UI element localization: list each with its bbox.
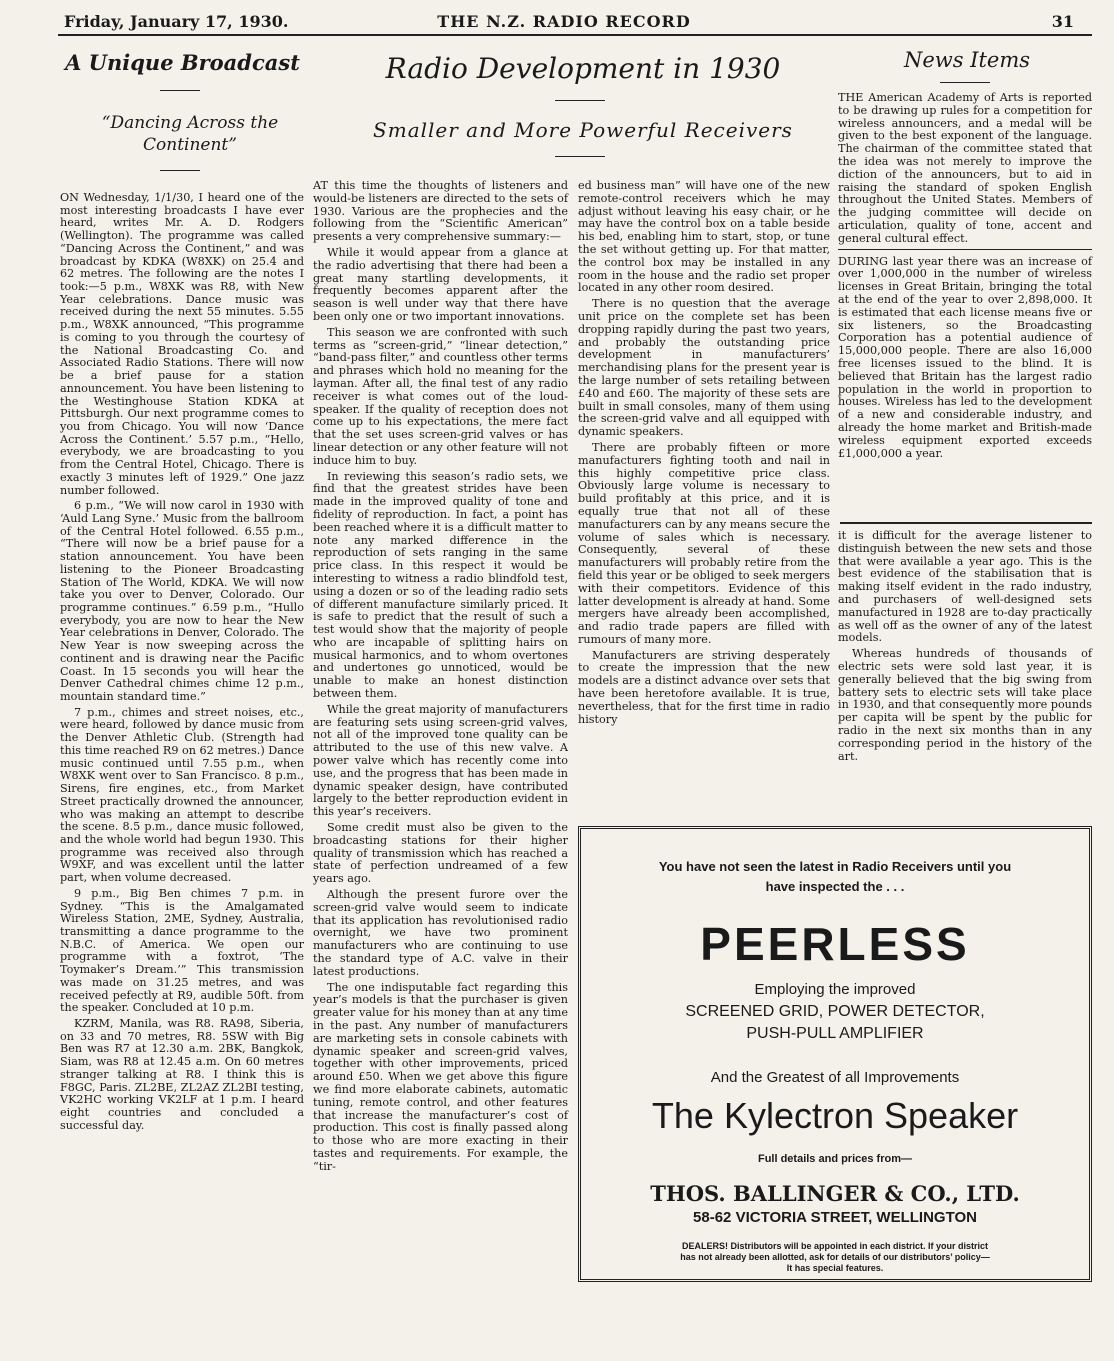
ad-brand: PEERLESS — [700, 918, 970, 970]
header-rule — [58, 34, 1092, 36]
ad-intro-line-2: have inspected the . . . — [765, 879, 905, 894]
subtitle-rule — [555, 156, 605, 157]
article-paragraph: While it would appear from a glance at the radio advertising that there had been a great many startling developments, it frequently becomes apparent after the season is well under way that there have been only one or two important innovations. — [313, 245, 568, 323]
title-rule — [160, 90, 200, 91]
article-paragraph: it is difficult for the average listener to distinguish between the new sets and those that were available a year ago. This is the best evidence of the stabilisation that is making itself evident in the rado industry, and purchasers of well-designed sets manufactured in 1928 are to-day practically as well off as the owner of any of the latest models. — [838, 529, 1092, 645]
unique-broadcast-title: A Unique Broadcast — [65, 50, 300, 75]
news-divider — [838, 249, 1092, 250]
unique-broadcast-subtitle — [60, 112, 320, 156]
ad-greatest: And the Greatest of all Improvements — [710, 1069, 960, 1086]
radio-development-subtitle: Smaller and More Powerful Receivers — [373, 118, 793, 142]
article-paragraph: While the great majority of manufacturers are featuring sets using screen-grid valves, not all of the improved tone quality can be attributed to the use of this new valve. A power valve which has recently come into use, and the progress that has been made in dynamic speaker design, have contributed largely to the better reproduction evident in this year’s receivers. — [313, 702, 568, 819]
ad-speaker-name: The Kylectron Speaker — [651, 1095, 1019, 1136]
article-paragraph: Although the present furore over the screen-grid valve would seem to indicate that its application has revolutionised radio overnight, we have two prominent manufacturers who are continuing to use the standard type of A.C. valve in their latest productions. — [313, 888, 568, 978]
article-paragraph: In reviewing this season’s radio sets, we find that the greatest strides have been made in the improved quality of tone and fidelity of reproduction. In fact, a point has been reached where it is a difficult matter to note any marked difference in the reproduction of sets ranging in the same price class. In this respect it would be interesting to witness a radio blindfold test, using a dozen or so of the leading radio sets of different manufacture similarly priced. It is safe to predict that the result of such a test would show that the majority of people who are incapable of splitting hairs on musical harmonics, and to whom overtones and undertones go unnoticed, would be unable to make an honest distinction between them. — [313, 469, 568, 701]
radio-development-column-2 — [578, 180, 830, 729]
page-number: 31 — [1051, 12, 1074, 31]
ad-dealers-line-2: has not already been allotted, ask for details of our distributors’ policy— — [680, 1252, 990, 1262]
ad-employing: Employing the improved — [754, 981, 916, 998]
subtitle-rule — [160, 170, 200, 171]
radio-development-title: Radio Development in 1930 — [385, 52, 781, 85]
news-items-column — [838, 92, 1092, 463]
ad-dealers-line-1: DEALERS! Distributors will be appointed in each district. If your district — [681, 1241, 989, 1251]
article-paragraph: 6 p.m., “We will now carol in 1930 with ‘Auld Lang Syne.’ Music from the ballroom of the Central Hotel followed. 6.55 p.m., “There will now be a brief pause for a station announcement. You have been listening to the Pioneer Broadcasting Station of The World, KDKA. We will now take you over to Denver, Colorado. Our programme continues.” 6.59 p.m., “Hullo everybody, you are now to hear the New Year celebrations in Denver, Colorado. The New Year is now sweeping across the continent and is drawing near the Pacific Coast. In 15 seconds you will hear the Denver Cathedral chimes chime 12 p.m., mountain standard time.” — [60, 499, 304, 704]
article-paragraph: Some credit must also be given to the broadcasting stations for their higher quality of transmission which has reached a state of perfection undreamed of a few years ago. — [313, 821, 568, 886]
title-rule — [940, 82, 990, 83]
column-divider — [840, 522, 1092, 524]
article-paragraph: ed business man” will have one of the new remote-control receivers which he may adjust without leaving his easy chair, or he may have the control box on a table beside his bed, enabling him to start, stop, or tune the set without getting up. For that matter, the control box may be installed in any room in the house and the radio set proper located in any other room desired. — [578, 179, 830, 295]
article-paragraph: The one indisputable fact regarding this year’s models is that the purchaser is given greater value for his money than at any time in the past. Any number of manufacturers are marketing sets in console cabinets with dynamic speaker and screen-grid valves, together with other improvements, priced around £50. When we get above this figure we find more elaborate cabinets, automatic tuning, remote control, and other features that increase the manufacturer’s cost of production. This cost is finally passed along to those who are more exacting in their tastes and requirements. For example, the “tir- — [313, 980, 568, 1173]
article-paragraph: AT this time the thoughts of listeners and would-be listeners are directed to the sets of 1930. Various are the prophecies and the following from the “Scientific American” presents a very comprehensive summary:— — [313, 179, 568, 244]
radio-development-continued — [838, 530, 1092, 766]
ad-address: 58-62 VICTORIA STREET, WELLINGTON — [693, 1209, 977, 1226]
article-paragraph: There are probably fifteen or more manufacturers fighting tooth and nail in this highly competitive price class. Obviously large volume is necessary to build profitably at this price, and it is equally true that not all of these manufacturers can by any means secure the volume of sales which is necessary. Consequently, several of these manufacturers will probably retire from the field this year or be obliged to seek mergers with their competitors. Evidence of this latter development is already at hand. Some mergers have already been accomplished, and radio trade papers are filled with rumours of many more. — [578, 440, 830, 646]
ad-features-line-2: PUSH-PULL AMPLIFIER — [746, 1025, 924, 1042]
ad-dealers-line-3: It has special features. — [786, 1263, 884, 1273]
ad-intro-line-1: You have not seen the latest in Radio Receivers until you — [658, 859, 1012, 874]
article-paragraph: ON Wednesday, 1/1/30, I heard one of the most interesting broadcasts I have ever heard, writes Mr. A. D. Rodgers (Wellington). The programme was called “Dancing Across the Continent,” and was broadcast by KDKA (W8XK) on 25.4 and 62 metres. The following are the notes I took:—5 p.m., W8XK was R8, with New Year celebrations. Dance music was received during the next 55 minutes. 5.55 p.m., W8XK announced, “This programme is coming to you through the courtesy of the National Broadcasting Co. and Associated Radio Stations. There will now be a brief pause for a station announcement. You have been listening to the Westinghouse Station KDKA at Pittsburgh. Our next programme comes to you from Chicago. You will now ‘Dance Across the Continent.’ 5.57 p.m., “Hello, everybody, we are broadcasting to you from the Central Hotel, Chicago. There is exactly 3 minutes left of 1929.” One jazz number followed. — [60, 191, 304, 497]
article-paragraph: 7 p.m., chimes and street noises, etc., were heard, followed by dance music from the Denver Athletic Club. (Strength had this time reached R9 on 62 metres.) Dance music continued until 7.55 p.m., when W8XK went over to San Francisco. 8 p.m., Sirens, fire engines, etc., from Market Street practically drowned the announcer, who was making an attempt to describe the scene. 8.5 p.m., dance music followed, and the whole world had begun 1930. This programme was received also through W9XF, and was excellent until the latter part, when volume decreased. — [60, 705, 304, 885]
peerless-advertisement — [578, 826, 1092, 1282]
unique-broadcast-article — [60, 192, 304, 1135]
page-header — [44, 8, 1084, 32]
article-paragraph: This season we are confronted with such terms as “screen-grid,” “linear detection,” “band-pass filter,” and countless other terms and phrases which hold no meaning for the layman. After all, the final test of any radio receiver is what comes out of the loud-speaker. If the quality of reception does not come up to his expectations, the mere fact that the set uses screen-grid valves or has linear detection or any other feature will not induce him to buy. — [313, 325, 568, 467]
news-items-title: News Items — [903, 48, 1031, 72]
title-rule — [555, 100, 605, 101]
publication-title: THE N.Z. RADIO RECORD — [437, 12, 691, 31]
article-paragraph: KZRM, Manila, was R8. RA98, Siberia, on 33 and 70 metres, R8. 5SW with Big Ben was R7 at 12.30 a.m. 2BK, Bangkok, Siam, was R8 at 12.45 a.m. On 60 metres stranger talking at R8. I think this is F8GC, Paris. ZL2BE, ZL2AZ ZL2BI testing, VK2HC working VK2LF at 1 p.m. I heard eight countries and concluded a successful day. — [60, 1017, 304, 1132]
news-item-paragraph: THE American Academy of Arts is reported to be drawing up rules for a competition for wireless announcers, and a medal will be given to the best exponent of the language. The chairman of the committee stated that the idea was not merely to improve the diction of the announcers, but to aid in raising the standard of spoken English throughout the United States. Members of the judging committee will decide on articulation, quality of tone, accent and general cultural effect. — [838, 91, 1092, 245]
ad-details: Full details and prices from— — [757, 1153, 913, 1165]
subtitle-line-1: “Dancing Across the — [101, 113, 279, 133]
ad-company: THOS. BALLINGER & CO., LTD. — [650, 1181, 1020, 1206]
radio-development-column-1 — [313, 180, 568, 1177]
article-paragraph: There is no question that the average unit price on the complete set has been dropping rapidly during the past two years, and probably the outstanding price development in manufacturers’ merchandising plans for the present year is the large number of sets retailing between £40 and £60. The majority of these sets are built in small consoles, many of them using the screen-grid valve and all equipped with dynamic speakers. — [578, 297, 830, 439]
issue-date: Friday, January 17, 1930. — [64, 12, 289, 31]
article-paragraph: 9 p.m., Big Ben chimes 7 p.m. in Sydney. “This is the Amalgamated Wireless Station, 2ME, Sydney, Australia, transmitting a dance programme to the N.B.C. of America. We open our programme with a foxtrot, ‘The Toymaker’s Dream.’” This transmission was made on 31.25 metres, and was received pefectly at R9, audible 50ft. from the speaker. Concluded at 10 p.m. — [60, 886, 304, 1015]
article-paragraph: Whereas hundreds of thousands of electric sets were sold last year, it is generally believed that the big swing from battery sets to electric sets will take place in 1930, and that consequently more pounds per capita will be spent by the public for radio in the next six months than in any corresponding period in the history of the art. — [838, 647, 1092, 763]
subtitle-line-2: Continent” — [143, 135, 237, 155]
article-paragraph: Manufacturers are striving desperately to create the impression that the new models are a distinct advance over sets that have been heretofore available. It is true, nevertheless, that for the first time in radio history — [578, 648, 830, 726]
ad-features-line-1: SCREENED GRID, POWER DETECTOR, — [685, 1003, 985, 1020]
news-item-paragraph: DURING last year there was an increase of over 1,000,000 in the number of wireless licenses in Great Britain, bringing the total at the end of the year to over 2,898,000. It is estimated that each license means five or six listeners, so the Broadcasting Corporation has a potential audience of 15,000,000 people. There are also 16,000 free licenses issued to the blind. It is believed that Britain has the largest radio population in the world in proportion to houses. Wireless has led to the development of a new and considerable industry, and already the home market and British-made wireless equipment exported exceeds £1,000,000 a year. — [838, 254, 1092, 460]
